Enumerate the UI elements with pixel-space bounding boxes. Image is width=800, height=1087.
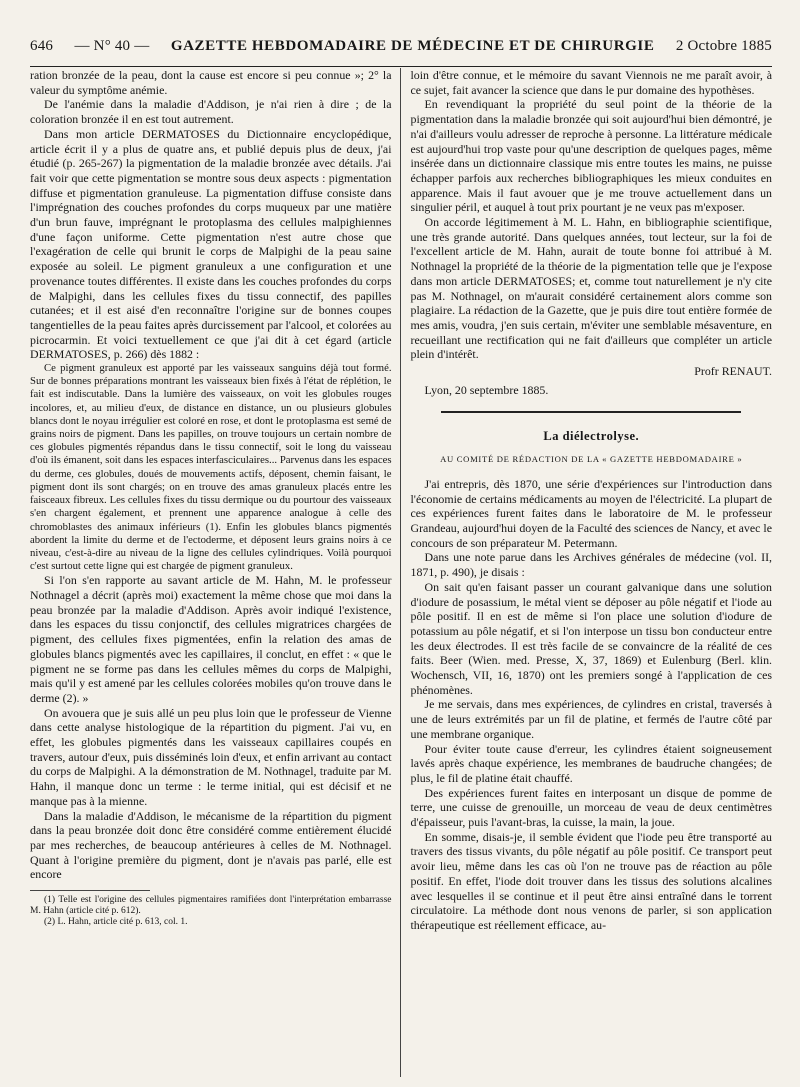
- paragraph: Dans une note parue dans les Archives générales de médecine (vol. II, 1871, p. 490), je disais :: [410, 550, 772, 580]
- page-header: [30, 38, 772, 67]
- paragraph: J'ai entrepris, dès 1870, une série d'expériences sur l'introduction dans l'économie de certains médicaments au moyen de l'électricité. La plupart de ces expériences furent faites dans le laboratoire de M. le professeur Grandeau, aujourd'hui doyen de la Faculté des sciences de Nancy, et avec le concours de son préparateur M. Petermann.: [410, 476, 772, 550]
- paragraph: Si l'on s'en rapporte au savant article de M. Hahn, M. le professeur Nothnagel a décrit (après moi) exactement la même chose que moi dans la peau bronzée par la maladie d'Addison. Après avoir indiqué l'existence, dans les espaces du tissu conjonctif, des cellules migratrices chargées de pigment, des cellules fixes pigmentées, enfin la relation des amas de globules blancs pigmentés avec les capillaires, il conclut, en effet : « que le pigment ne se forme pas dans les cellules mêmes du corps de Malpighi, mais qu'il y est amené par les cellules colorées mobiles qu'on trouve dans le derme (2). »: [30, 573, 392, 705]
- paragraph: En somme, disais-je, il semble évident que l'iode peu être transporté au travers des tissus vivants, du pôle négatif au pôle positif. Ce transport peut avoir lieu, même dans les cas où l'on ne trouve pas de réaction au pôle positif. En effet, l'iode doit trouver dans les tissus des solutions alcalines avec lesquelles il se continue et il peut être ainsi entraîné dans le torrent circulatoire. La méthode dont nous venons de parler, si son application thérapeutique est réellement efficace, au-: [410, 829, 772, 932]
- left-column: [30, 68, 401, 1077]
- paragraph: Je me servais, dans mes expériences, de cylindres en cristal, traversés à une de leurs extrémités par un fil de platine, et fermés de l'autre côté par une membrane organique.: [410, 697, 772, 741]
- signature: Profr RENAUT.: [694, 364, 772, 379]
- article-subtitle: AU COMITÉ DE RÉDACTION DE LA « GAZETTE HEBDOMADAIRE »: [440, 454, 743, 465]
- columns: [30, 68, 772, 1077]
- paragraph: On avouera que je suis allé un peu plus loin que le professeur de Vienne dans cette analyse histologique de la répartition du pigment. J'ai vu, en effet, les globules pigmentés dans les vaisseaux capillaires coupés en travers, autour d'eux, puis disséminés loin d'eux, et enfin arrivant au contact du corps de Malpighi. A la démonstration de M. Nothnagel, traduite par M. Hahn, il manque donc un terme : le terme initial, qui est décisif et ne manque pas à la mienne.: [30, 705, 392, 808]
- journal-title: GAZETTE HEBDOMADAIRE DE MÉDECINE ET DE CHIRURGIE: [170, 38, 655, 54]
- paragraph: Dans mon article DERMATOSES du Dictionnaire encyclopédique, article écrit il y a plus de quatre ans, et publié depuis plus de deux, j'ai étudié (p. 265-267) la pigmentation de la maladie bronzée avec détails. J'ai fait voir que cette pigmentation se montre sous deux aspects : pigmentation diffuse et pigmentation granuleuse. La pigmentation diffuse consiste dans l'imprégnation des couches profondes du corps muqueux par une matière d'un brun fauve, imprégnant le protoplasma des cellules malpighiennes d'une façon uniforme. Cette pigmentation n'est autre chose que l'exagération de celle qui brunit le corps de Malpighi de la peau saine exposée au soleil. Le pigment granuleux a une configuration et une provenance toutes différentes. Il existe dans les couches profondes du corps de Malpighi, dans les cellules fixes du tissu connectif, des papilles cutanées; et il est aisé d'en reconnaître l'origine sur de bonnes coupes tangentielles de la peau faites après durcissement par l'alcool, et colorées au picrocarmin. Et voici textuellement ce que j'ai dit à cet égard (article DERMATOSES, p. 266) dès 1882 :: [30, 126, 392, 362]
- paragraph: Des expériences furent faites en interposant un disque de pomme de terre, une cuisse de grenouille, un morceau de veau de deux centimètres d'épaisseur, puis l'avant-bras, la cuisse, la main, la joue.: [410, 785, 772, 830]
- paragraph: En revendiquant la propriété du seul point de la théorie de la pigmentation dans la maladie bronzée qui soit aujourd'hui bien démontré, je n'ai d'ailleurs voulu adresser de reproche à personne. La littérature médicale est aujourd'hui trop vaste pour qu'une description de quelques pages, même insérée dans un dictionnaire classique mis entre toutes les mains, ne puisse échapper parfois aux recherches bibliographiques les mieux conduites en apparence. Mais il faut avouer que je me trouve actuellement dans un singulier péril, et auquel à tout prix pourtant je ne veux pas m'exposer.: [410, 97, 772, 215]
- paragraph: Pour éviter toute cause d'erreur, les cylindres étaient soigneusement lavés après chaque expérience, les membranes de baudruche changées; de plus, le fil de platine était chauffé.: [410, 741, 772, 785]
- article-title: La diélectrolyse.: [543, 429, 640, 444]
- paragraph: On sait qu'en faisant passer un courant galvanique dans une solution d'iodure de posassium, le métal vient se déposer au pôle négatif et l'iode au pôle positif. Il en est de même si l'on place une solution d'iodure de potassium au pôle négatif, et si l'on interpose un tissu bon conducteur entre les deux électrodes. Il est très facile de se convaincre de la réalité de ces faits. Beer (Wien. med. Presse, X, 37, 1869) et Eulenburg (Berl. klin. Wochensch, VII, 16, 1870) ont les premiers songé à l'application de ces phénomènes.: [410, 579, 772, 697]
- paragraph: loin d'être connue, et le mémoire du savant Viennois ne me paraît avoir, à ce sujet, fait avancer la science que dans le pur domaine des hypothèses.: [410, 68, 772, 97]
- issue-date: 2 Octobre 1885: [675, 38, 772, 54]
- paragraph: ration bronzée de la peau, dont la cause est encore si peu connue »; 2° la valeur du symptôme anémie.: [30, 68, 392, 97]
- footnote: (1) Telle est l'origine des cellules pigmentaires ramifiées dont l'interprétation embarrasse M. Hahn (article cité p. 612).: [30, 895, 392, 917]
- place-date: Lyon, 20 septembre 1885.: [424, 382, 549, 397]
- block-quote: Ce pigment granuleux est apporté par les vaisseaux sanguins déjà tout formé. Sur de bonnes préparations montrant les vaisseaux bien fixés à l'état de réplétion, le fait est indiscutable. Dans la lumière des vaisseaux, on voit les globules rouges incolores, et, au milieu d'eux, de distance en distance, un ou plusieurs globules blancs dont le noyau irrégulier est coloré en rose, et dont le protoplasma est semé de grains noirs de pigment. Dans les papilles, on trouve toujours un certain nombre de ces globules pigmentés répandus dans le tissu connectif, soit le long du vaisseau d'où ils émanent, soit dans les espaces interfasciculaires... Parvenus dans les espaces du derme, ces globules, doués de mouvements actifs, déposent, chemin faisant, le pigment dont ils sont chargés; on en trouve des amas granuleux placés entre les faisceaux fibreux. Les cellules fixes du tissu dermique ou du pourtour des vaisseaux s'en chargent également, et prennent une apparence analogue à celle des chromoblastes des animaux inférieurs (1). Enfin les globules blancs pigmentés abordent la limite du derme et de l'ectoderme, et déposent leurs grains noirs à ce niveau, c'est-à-dire au niveau de la ligne des cellules cylindriques. Voilà pourquoi c'est surtout cette ligne qui est chargée de pigment granuleux.: [30, 362, 392, 573]
- paragraph: Dans la maladie d'Addison, le mécanisme de la répartition du pigment dans la peau bronzée doit donc être considéré comme entièrement élucidé par mes recherches, de beaucoup antérieures à celles de M. Nothnagel. Quant à l'origine première du pigment, dont je n'avais pas parlé, elle est encore: [30, 808, 392, 882]
- issue-number: — N° 40 —: [74, 38, 150, 54]
- right-column: [401, 68, 773, 1077]
- paragraph: On accorde légitimement à M. L. Hahn, en bibliographie scientifique, une très grande autorité. Dans quelques années, tout lecteur, sur la foi de l'excellent article de M. Hahn, aurait de toute bonne foi attribué à M. Nothnagel la propriété de la théorie de la pigmentation telle que je l'expose dans mon article DERMATOSES; et, comme tout naturellement je n'y cite pas M. Nothnagel, on m'aurait considéré certainement alors comme son plagiaire. La rédaction de la Gazette, que je puis dire tout entière formée de mes amis, voudra, j'en suis certain, m'éviter une semblable mésaventure, en recueillant une rectification qui ne fait d'ailleurs que compléter un article plein d'intérêt.: [410, 215, 772, 362]
- footnote-divider: [30, 890, 150, 891]
- paragraph: De l'anémie dans la maladie d'Addison, je n'ai rien à dire ; de la coloration bronzée il en est tout autrement.: [30, 97, 392, 127]
- footnote: (2) L. Hahn, article cité p. 613, col. 1.: [44, 917, 188, 928]
- page-number: 646: [30, 38, 54, 54]
- section-rule: [441, 411, 741, 413]
